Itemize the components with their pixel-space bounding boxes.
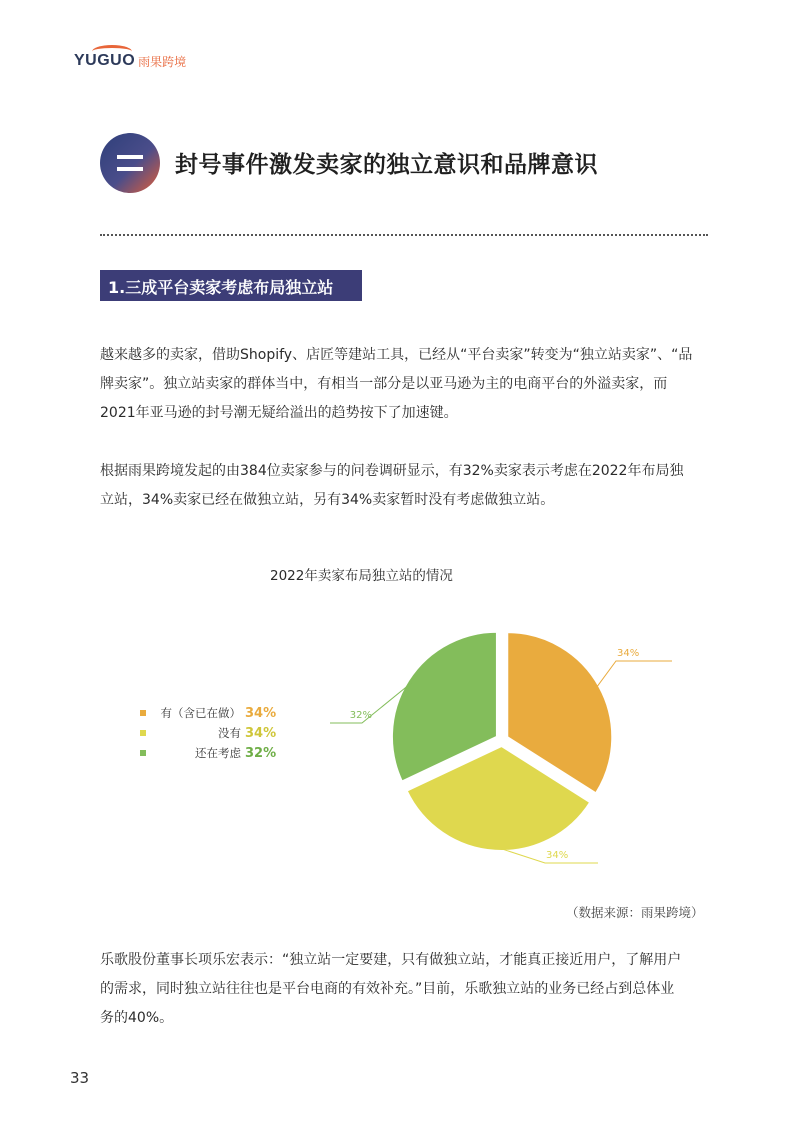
legend-value: 34% (245, 705, 277, 721)
legend-value: 32% (245, 745, 277, 761)
paragraph-line: 根据雨果跨境发起的由384位卖家参与的问卷调研显示，有32%卖家表示考虑在2022年布局独 (100, 463, 684, 479)
logo-wordmark: YUGUO (74, 52, 136, 69)
paragraph-line: 务的40%。 (100, 1010, 174, 1026)
logo-chinese-name: 雨果跨境 (138, 55, 187, 69)
legend-label: 没有 (218, 726, 241, 740)
slice-data-label: 34% (617, 648, 640, 659)
slice-data-label: 34% (546, 850, 569, 861)
paragraph-line: 2021年亚马逊的封号潮无疑给溢出的趋势按下了加速键。 (100, 405, 458, 421)
paragraph-line: 越来越多的卖家，借助Shopify、店匠等建站工具，已经从“平台卖家”转变为“独立站卖家”、“品 (100, 347, 693, 363)
paragraph-line: 的需求，同时独立站往往也是平台电商的有效补充。”目前，乐歌独立站的业务已经占到总体业 (100, 981, 675, 997)
paragraph-quote (100, 946, 700, 1033)
paragraph-line: 牌卖家”。独立站卖家的群体当中，有相当一部分是以亚马逊为主的电商平台的外溢卖家，而 (100, 376, 668, 392)
legend-label: 有（含已在做） (160, 706, 241, 720)
leader-line (596, 661, 672, 688)
paragraph-line: 乐歌股份董事长项乐宏表示：“独立站一定要建，只有做独立站，才能真正接近用户，了解用户 (100, 952, 682, 968)
section-title: 封号事件激发卖家的独立意识和品牌意识 (175, 152, 598, 178)
chart-title: 2022年卖家布局独立站的情况 (270, 568, 453, 584)
legend-label: 还在考虑 (195, 746, 241, 760)
slice-data-label: 32% (349, 710, 372, 721)
subsection-title: 1.三成平台卖家考虑布局独立站 (108, 278, 334, 297)
legend-value: 34% (245, 725, 277, 741)
paragraph-line: 立站，34%卖家已经在做独立站，另有34%卖家暂时没有考虑做独立站。 (100, 492, 555, 508)
page-number: 33 (70, 1069, 90, 1087)
data-source-note: （数据来源：雨果跨境） (566, 905, 704, 920)
